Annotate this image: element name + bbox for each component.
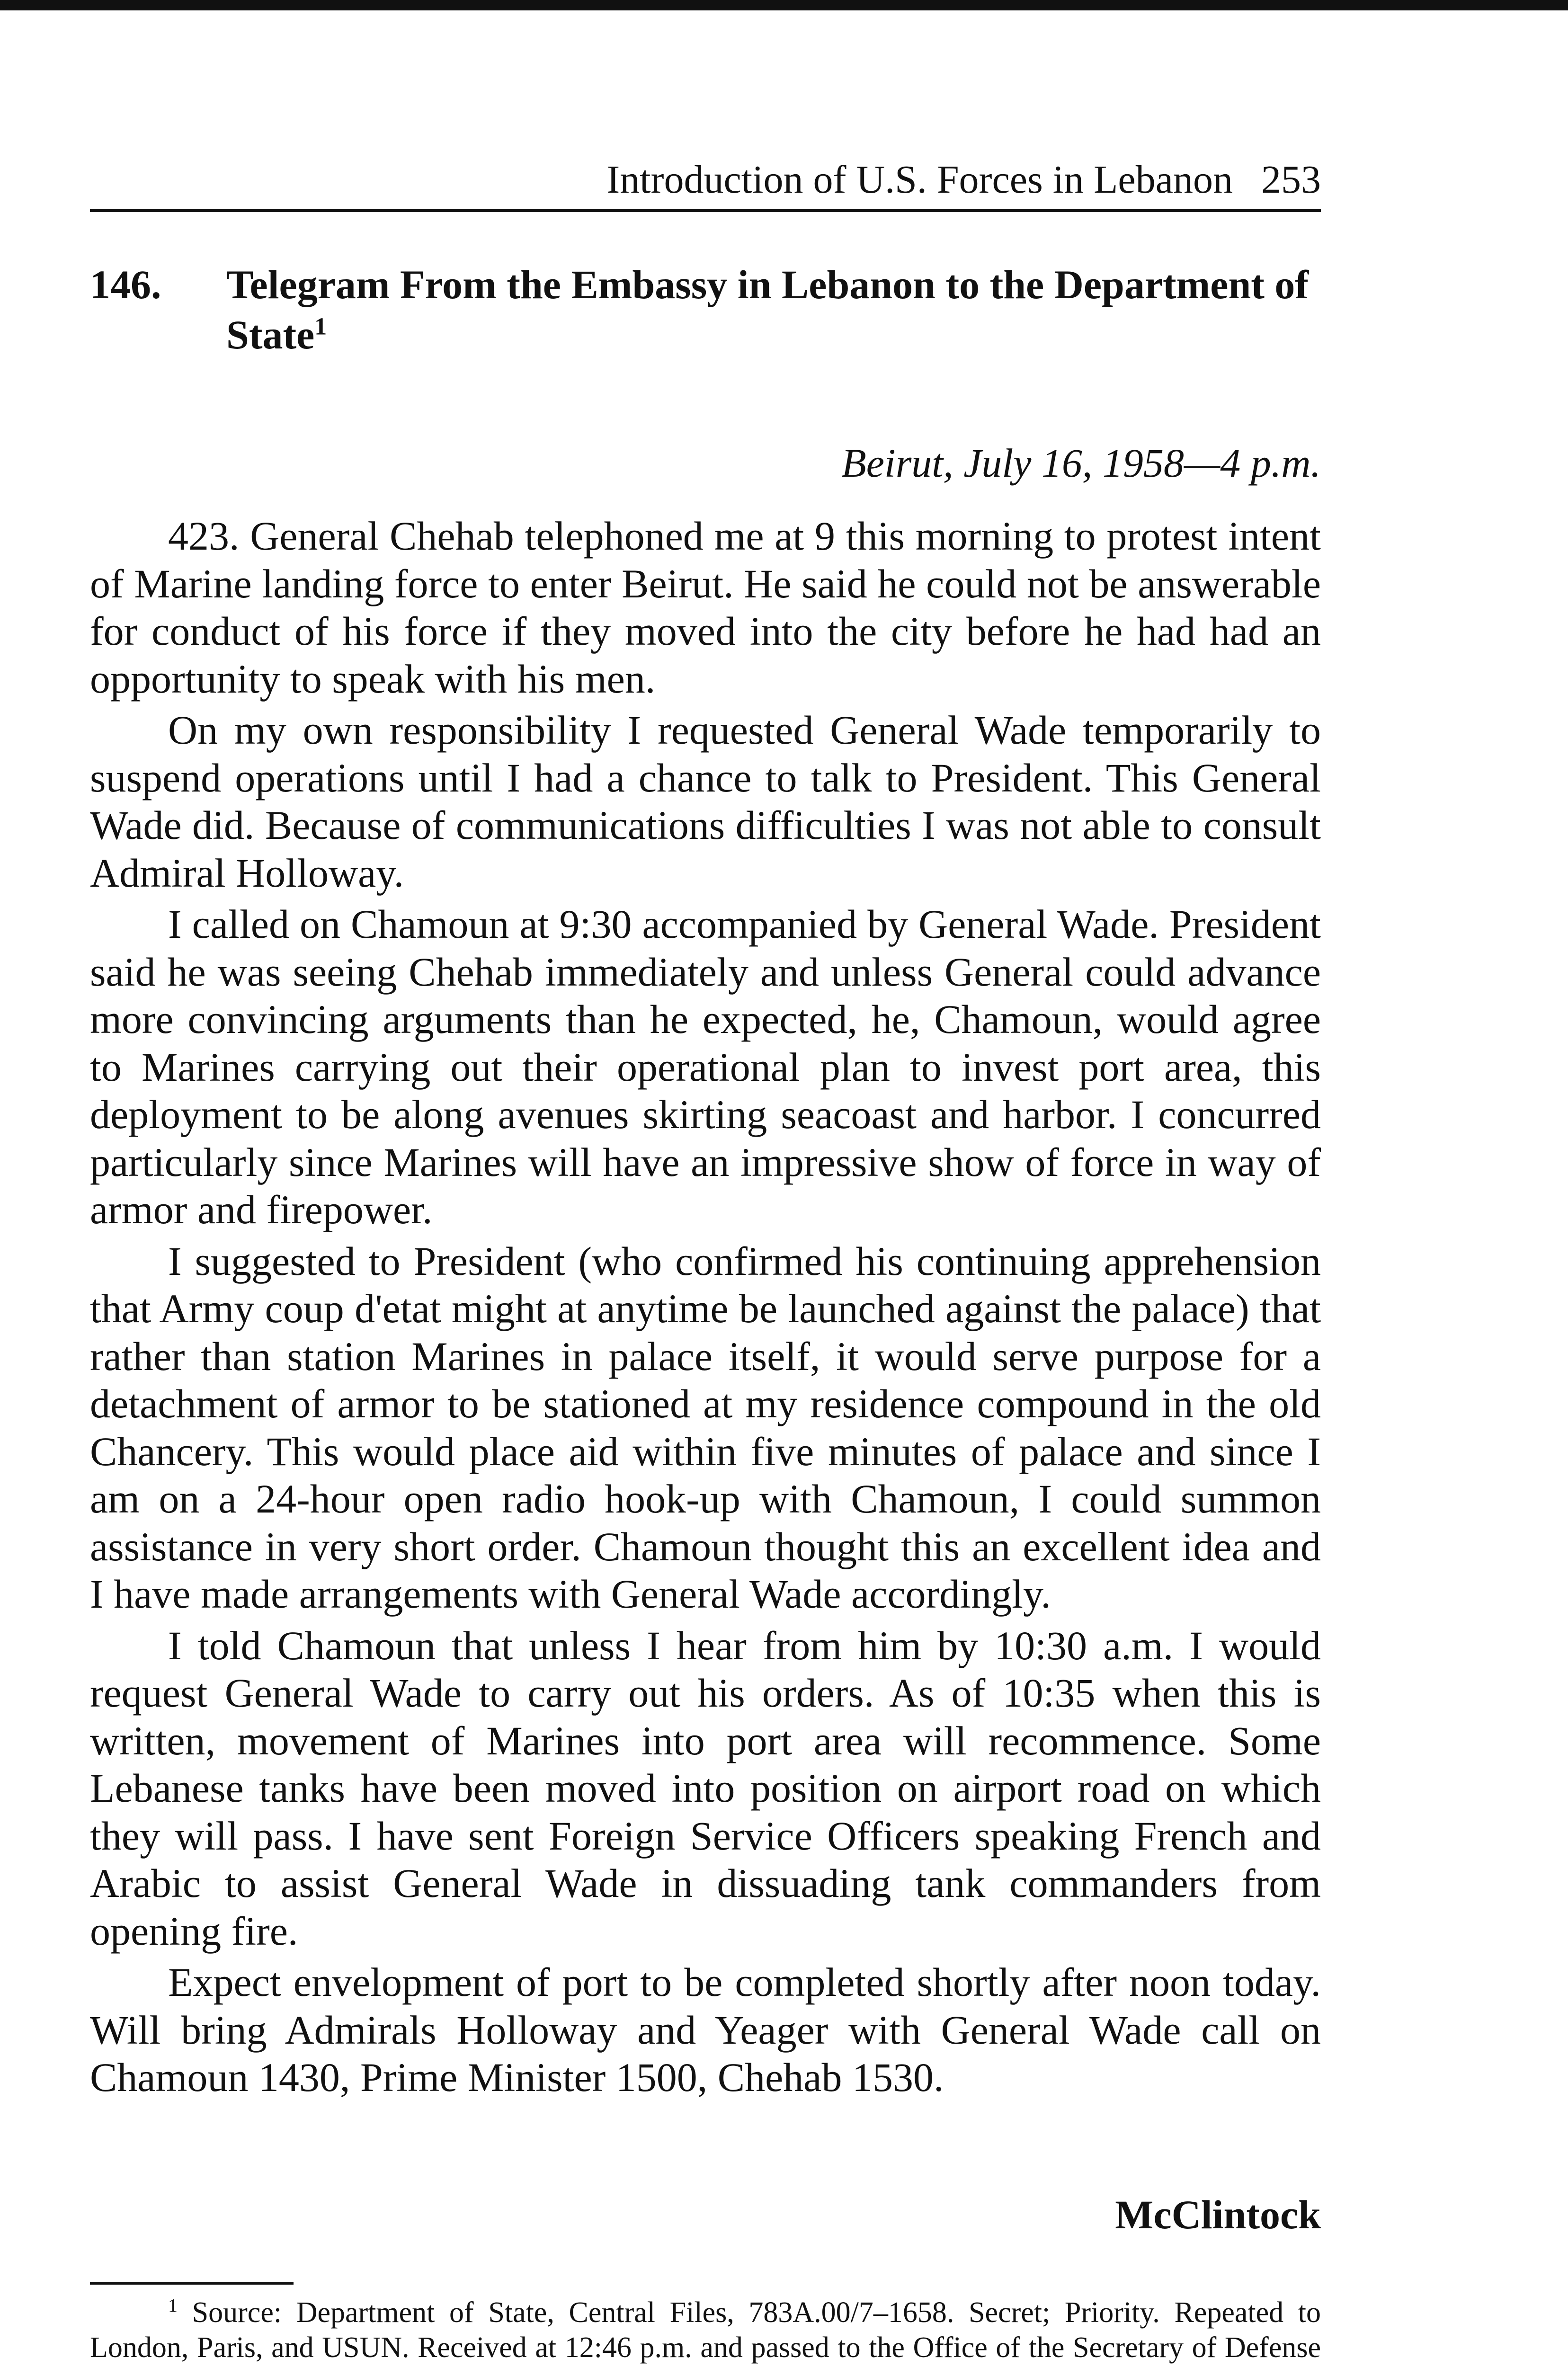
running-head-rule: [90, 209, 1321, 212]
dateline: Beirut, July 16, 1958—4 p.m.: [841, 440, 1321, 486]
document-title: Telegram From the Embassy in Lebanon to the Department of State: [226, 262, 1309, 357]
paragraph: I suggested to President (who confirmed his continuing apprehension that Army coup d'etat might at anytime be launched against the palace) that rather than station Marines in palace itself, it would serve purpose for a detachment of armor to be stationed at my residence compound in the old Chancery. This would place aid within five minutes of palace and since I am on a 24-hour open radio hook-up with Chamoun, I could summon assistance in very short order. Chamoun thought this an excellent idea and I have made arrangements with General Wade accordingly.: [90, 1238, 1321, 1617]
document-title-block: [226, 259, 1321, 360]
footnote: [90, 2295, 1321, 2367]
telegram-body: [90, 512, 1321, 2105]
footnote-marker: 1: [168, 2295, 178, 2316]
footnote-reference: 1: [314, 313, 327, 340]
footnote-text: Source: Department of State, Central Files, 783A.00/7–1658. Secret; Priority. Repeated to London, Paris, and USUN. Received at 12:46 p.m. and passed to the Office of the Secretary of Defense: [90, 2296, 1321, 2364]
paragraph: Expect envelopment of port to be completed shortly after noon today. Will bring Admirals Holloway and Yeager with General Wade call on Chamoun 1430, Prime Minister 1500, Chehab 1530.: [90, 1959, 1321, 2100]
document-number: 146.: [90, 262, 161, 307]
paragraph: I told Chamoun that unless I hear from him by 10:30 a.m. I would request General Wade to carry out his orders. As of 10:35 when this is written, movement of Marines into port area will recommence. Some Lebanese tanks have been moved into position on airport road on which they will pass. I have sent Foreign Service Officers speaking French and Arabic to assist General Wade in dissuading tank commanders from opening fire.: [90, 1622, 1321, 1954]
footnote-rule: [90, 2282, 294, 2285]
running-head-title: Introduction of U.S. Forces in Lebanon: [606, 158, 1233, 202]
signature: McClintock: [1115, 2192, 1321, 2237]
paragraph: I called on Chamoun at 9:30 accompanied by General Wade. President said he was seeing Chehab immediately and unless General could advance more convincing arguments than he expected, he, Chamoun, would agree to Marines carrying out their operational plan to invest port area, this deployment to be along avenues skirting seacoast and harbor. I concurred particularly since Marines will have an impressive show of force in way of armor and firepower.: [90, 901, 1321, 1232]
running-head: [90, 156, 1321, 204]
page-number: 253: [1261, 158, 1321, 202]
paragraph: On my own responsibility I requested General Wade temporarily to suspend operations until I had a chance to talk to President. This General Wade did. Because of communications difficulties I was not able to consult Admiral Holloway.: [90, 707, 1321, 896]
paragraph: 423. General Chehab telephoned me at 9 this morning to protest intent of Marine landing force to enter Beirut. He said he could not be answerable for conduct of his force if they moved into the city before he had had an opportunity to speak with his men.: [90, 513, 1321, 702]
page-top-edge: [0, 0, 1568, 10]
